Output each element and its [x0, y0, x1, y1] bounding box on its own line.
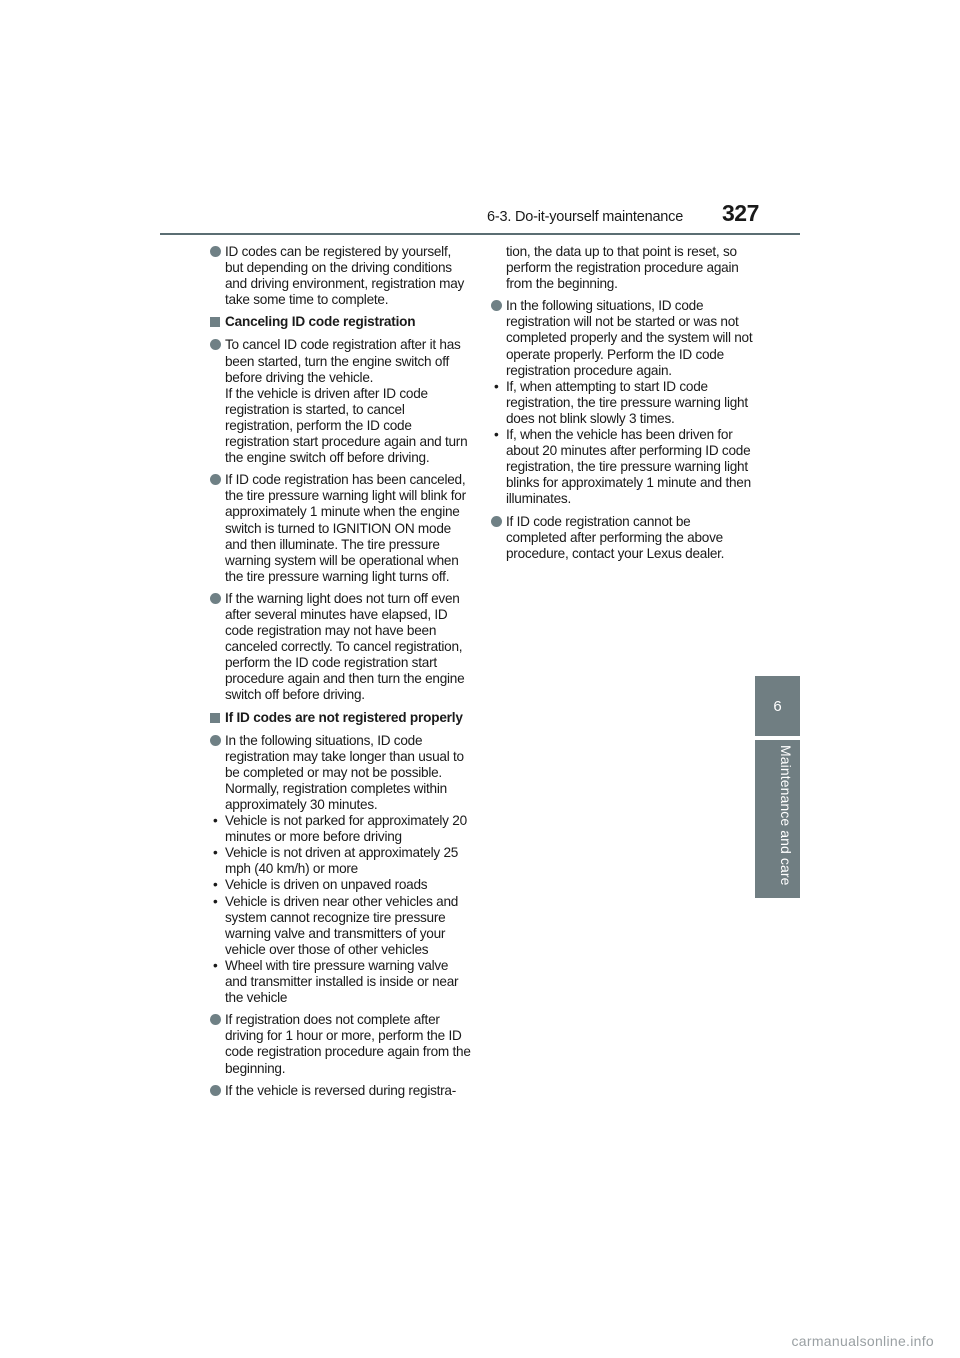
chapter-label: Maintenance and care	[778, 745, 794, 886]
square-marker-icon	[210, 713, 220, 723]
chapter-number-tab: 6	[755, 676, 800, 736]
bullet-text: If the vehicle is reversed during registra-	[225, 1082, 457, 1098]
bullet-text: In the following situations, ID code registration will not be started or was not completed properly and the system will not operate properly. Perform the ID code registration procedure again.	[506, 298, 753, 378]
bullet-text: If the warning light does not turn off even after several minutes have elapsed, ID code registration may not have been canceled correctly. To cancel registration, perform the ID code registration start procedure again and then turn the engine switch off before driving.	[225, 590, 465, 703]
bullet-item	[210, 733, 472, 813]
sub-list-item	[210, 813, 472, 845]
subheading	[210, 710, 472, 726]
bullet-circle-icon	[210, 1014, 221, 1025]
sub-list	[210, 813, 472, 1006]
left-column	[210, 244, 472, 1105]
sub-item-text: If, when attempting to start ID code registration, the tire pressure warning light does not blink slowly 3 times.	[506, 378, 748, 426]
sub-list-item	[210, 958, 472, 1006]
bullet-circle-icon	[491, 516, 502, 527]
bullet-circle-icon	[210, 246, 221, 257]
sub-list-item	[491, 379, 753, 427]
sub-list-item	[210, 845, 472, 877]
bullet-circle-icon	[210, 1085, 221, 1096]
sub-list-item	[491, 427, 753, 507]
dot-marker-icon: •	[213, 893, 218, 909]
bullet-item	[210, 337, 472, 466]
bullet-circle-icon	[491, 300, 502, 311]
sub-item-text: Wheel with tire pressure warning valve and transmitter installed is inside or near the vehicle	[225, 957, 459, 1006]
subheading-text: Canceling ID code registration	[225, 314, 416, 330]
page-number: 327	[722, 200, 759, 226]
bullet-item	[210, 1083, 472, 1099]
bullet-item	[210, 1012, 472, 1076]
sub-list	[491, 379, 753, 508]
dot-marker-icon: •	[213, 813, 218, 829]
bullet-text-continued: If the vehicle is driven after ID code registration is started, to cancel registration, perform the ID code registration start procedure again and turn the engine switch off before driving.	[225, 385, 468, 466]
bullet-circle-icon	[210, 339, 221, 350]
subheading-text: If ID codes are not registered properly	[225, 709, 463, 725]
bullet-circle-icon	[210, 593, 221, 604]
sub-item-text: Vehicle is not parked for approximately 20 minutes or more before driving	[225, 813, 467, 845]
bullet-item	[491, 298, 753, 378]
dot-marker-icon: •	[213, 877, 218, 893]
dot-marker-icon: •	[494, 427, 499, 443]
bullet-item	[210, 244, 472, 308]
bullet-text: If registration does not complete after driving for 1 hour or more, perform the ID code registration procedure again from the beginning.	[225, 1012, 471, 1076]
bullet-text: If ID code registration has been canceled, the tire pressure warning light will blink for approximately 1 minute when the engine switch is turned to IGNITION ON mode and then illuminate. The tire pressure warning system will be operational when the tire pressure warning light turns off.	[225, 472, 466, 584]
dot-marker-icon: •	[213, 957, 218, 973]
sub-item-text: Vehicle is driven on unpaved roads	[225, 877, 428, 893]
section-title: 6-3. Do-it-yourself maintenance	[487, 209, 684, 225]
bullet-item	[210, 472, 472, 585]
bullet-text: tion, the data up to that point is reset, so perform the registration procedure again from the beginning.	[506, 244, 739, 292]
bullet-text: ID codes can be registered by yourself, but depending on the driving conditions and driving environment, registration may take some time to complete.	[225, 244, 465, 308]
bullet-circle-icon	[210, 735, 221, 746]
right-column	[491, 244, 753, 568]
bullet-circle-icon	[210, 474, 221, 485]
sub-list-item	[210, 877, 472, 893]
dot-marker-icon: •	[213, 845, 218, 861]
watermark: carmanualsonline.info	[791, 1333, 934, 1349]
square-marker-icon	[210, 317, 220, 327]
header-divider	[160, 233, 800, 235]
bullet-text: If ID code registration cannot be completed after performing the above procedure, contact your Lexus dealer.	[506, 513, 725, 561]
sub-item-text: Vehicle is not driven at approximately 25 mph (40 km/h) or more	[225, 845, 459, 877]
subheading	[210, 314, 472, 330]
sub-list-item	[210, 894, 472, 958]
bullet-text: In the following situations, ID code registration may take longer than usual to be completed or may not be possible. Normally, registration completes within approximately 30 minutes.	[225, 732, 464, 812]
dot-marker-icon: •	[494, 378, 499, 394]
sub-item-text: If, when the vehicle has been driven for about 20 minutes after performing ID code registration, the tire pressure warning light blinks for approximately 1 minute and then illuminates.	[506, 427, 751, 507]
bullet-item	[491, 514, 753, 562]
bullet-text: To cancel ID code registration after it has been started, turn the engine switch off before driving the vehicle.	[225, 337, 461, 385]
bullet-item	[210, 591, 472, 704]
bullet-item-continued	[491, 244, 753, 292]
sub-item-text: Vehicle is driven near other vehicles and system cannot recognize tire pressure warning valve and transmitters of your vehicle over those of other vehicles	[225, 893, 459, 957]
